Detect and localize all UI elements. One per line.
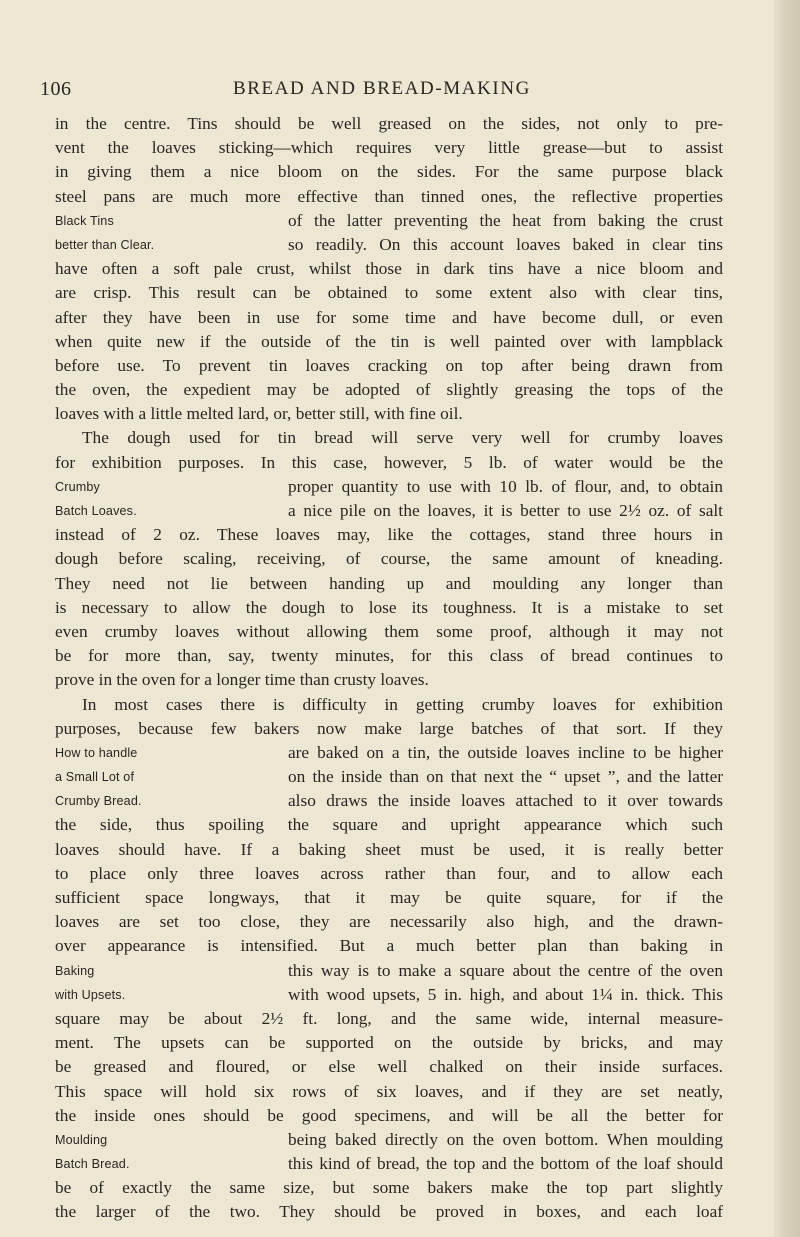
running-head [40, 78, 724, 104]
line-text: be for more than, say, twenty minutes, for this class of bread continues to [55, 646, 723, 666]
line-text: in the centre. Tins should be well greased on the sides, not only to pre- [55, 114, 723, 133]
line-text: over appearance is intensified. But a much better plan than baking in [55, 936, 723, 956]
text-line [55, 717, 723, 741]
line-text: with wood upsets, 5 in. high, and about 1¼ in. thick. This [288, 984, 723, 1004]
line-text: is necessary to allow the dough to lose its toughness. It is a mistake to set [55, 597, 723, 617]
margin-note: Batch Bread. [55, 1157, 130, 1172]
text-line [55, 281, 723, 305]
line-text: instead of 2 oz. These loaves may, like the cottages, stand three hours in [55, 525, 723, 545]
line-text: square may be about 2½ ft. long, and the same wide, internal measure- [55, 1008, 723, 1028]
line-text: They need not lie between handing up and moulding any longer than [55, 573, 723, 593]
text-line [55, 330, 723, 354]
line-text: being baked directly on the oven bottom. When moulding [288, 1129, 723, 1149]
text-line [55, 1031, 723, 1055]
line-text: proper quantity to use with 10 lb. of flour, and, to obtain [288, 476, 723, 496]
text-line [55, 209, 723, 233]
line-text: steel pans are much more effective than tinned ones, the reflective properties [55, 186, 723, 206]
line-text: so readily. On this account loaves baked in clear tins [288, 234, 723, 254]
text-line [55, 306, 723, 330]
text-line [55, 959, 723, 983]
line-text: when quite new if the outside of the tin is well painted over with lampblack [55, 331, 723, 351]
text-line [55, 813, 723, 837]
margin-note: better than Clear. [55, 237, 155, 252]
line-text: loaves are set too close, they are necessarily also high, and the drawn- [55, 912, 723, 932]
text-line [55, 160, 723, 184]
text-line [55, 1104, 723, 1128]
body-text [55, 112, 723, 1225]
text-line [55, 668, 723, 692]
text-line [55, 1200, 723, 1224]
text-line [55, 426, 723, 450]
text-line [55, 693, 723, 717]
text-line [55, 475, 723, 499]
text-line [55, 1080, 723, 1104]
text-line [55, 789, 723, 813]
line-text: ment. The upsets can be supported on the outside by bricks, and may [55, 1033, 723, 1053]
text-line [55, 934, 723, 958]
line-text: be greased and floured, or else well chalked on their inside surfaces. [55, 1057, 723, 1077]
margin-note: How to handle [55, 745, 138, 760]
line-text: this way is to make a square about the centre of the oven [288, 960, 723, 980]
text-line [55, 257, 723, 281]
margin-note: Batch Loaves. [55, 504, 137, 518]
line-text: of the latter preventing the heat from baking the crust [288, 210, 723, 230]
text-line [55, 741, 723, 765]
line-text: The dough used for tin bread will serve very well for crumby loaves [82, 428, 723, 448]
line-text: have often a soft pale crust, whilst those in dark tins have a nice bloom and [55, 259, 723, 279]
line-text: this kind of bread, the top and the bottom of the loaf should [288, 1154, 723, 1174]
line-text: on the inside than on that next the “ upset ”, and the latter [288, 767, 723, 787]
margin-note: Black Tins [55, 213, 114, 228]
text-line [55, 354, 723, 378]
line-text: even crumby loaves without allowing them some proof, although it may not [55, 621, 723, 641]
margin-note: with Upsets. [55, 987, 126, 1002]
text-line [55, 910, 723, 934]
line-text: are baked on a tin, the outside loaves incline to be higher [288, 742, 723, 762]
text-line [55, 886, 723, 910]
text-line [55, 838, 723, 862]
line-text: vent the loaves sticking—which requires very little grease—but to assist [55, 138, 723, 158]
page-edge [774, 0, 800, 1237]
text-line [55, 523, 723, 547]
line-text: This space will hold six rows of six loaves, and if they are set neatly, [55, 1081, 723, 1101]
text-line [55, 1152, 723, 1176]
line-text: a nice pile on the loaves, it is better to use 2½ oz. of salt [288, 501, 723, 520]
margin-note: Crumby Bread. [55, 794, 142, 809]
text-line [55, 1007, 723, 1031]
text-line [55, 620, 723, 644]
line-text: dough before scaling, receiving, of course, the same amount of kneading. [55, 549, 723, 569]
line-text: the oven, the expedient may be adopted of slightly greasing the tops of the [55, 380, 723, 400]
margin-note: Baking [55, 963, 95, 978]
text-line [55, 862, 723, 886]
text-line [55, 1176, 723, 1200]
line-text: loaves should have. If a baking sheet must be used, it is really better [55, 839, 723, 859]
line-text: the larger of the two. They should be proved in boxes, and each loaf [55, 1202, 723, 1222]
running-title: BREAD AND BREAD-MAKING [232, 78, 532, 99]
line-text: before use. To prevent tin loaves cracking on top after being drawn from [55, 355, 723, 375]
line-text: also draws the inside loaves attached to it over towards [288, 791, 723, 811]
text-line [55, 136, 723, 160]
text-line [55, 1128, 723, 1152]
margin-note: a Small Lot of [55, 770, 135, 785]
line-text: the side, thus spoiling the square and upright appearance which such [55, 815, 723, 835]
line-text: for exhibition purposes. In this case, however, 5 lb. of water would be the [55, 452, 723, 472]
page-number: 106 [40, 78, 72, 100]
text-line [55, 644, 723, 668]
line-text: purposes, because few bakers now make large batches of that sort. If they [55, 718, 723, 738]
text-line [55, 112, 723, 136]
text-line [55, 185, 723, 209]
line-text: prove in the oven for a longer time than crusty loaves. [55, 670, 429, 690]
text-line [55, 1055, 723, 1079]
line-text: be of exactly the same size, but some bakers make the top part slightly [55, 1178, 723, 1198]
line-text: In most cases there is difficulty in getting crumby loaves for exhibition [82, 694, 723, 714]
text-line [55, 572, 723, 596]
line-text: sufficient space longways, that it may be quite square, for if the [55, 888, 723, 907]
line-text: to place only three loaves across rather than four, and to allow each [55, 863, 723, 883]
margin-note: Crumby [55, 479, 100, 494]
line-text: are crisp. This result can be obtained to some extent also with clear tins, [55, 283, 723, 303]
line-text: the inside ones should be good specimens, and will be all the better for [55, 1105, 723, 1125]
text-line [55, 499, 723, 523]
text-line [55, 378, 723, 402]
line-text: after they have been in use for some time and have become dull, or even [55, 307, 723, 327]
text-line [55, 402, 723, 426]
text-line [55, 596, 723, 620]
line-text: loaves with a little melted lard, or, better still, with fine oil. [55, 404, 463, 424]
text-line [55, 233, 723, 257]
text-line [55, 547, 723, 571]
text-line [55, 451, 723, 475]
text-line [55, 983, 723, 1007]
text-line [55, 765, 723, 789]
line-text: in giving them a nice bloom on the sides. For the same purpose black [55, 162, 723, 182]
margin-note: Moulding [55, 1132, 108, 1147]
